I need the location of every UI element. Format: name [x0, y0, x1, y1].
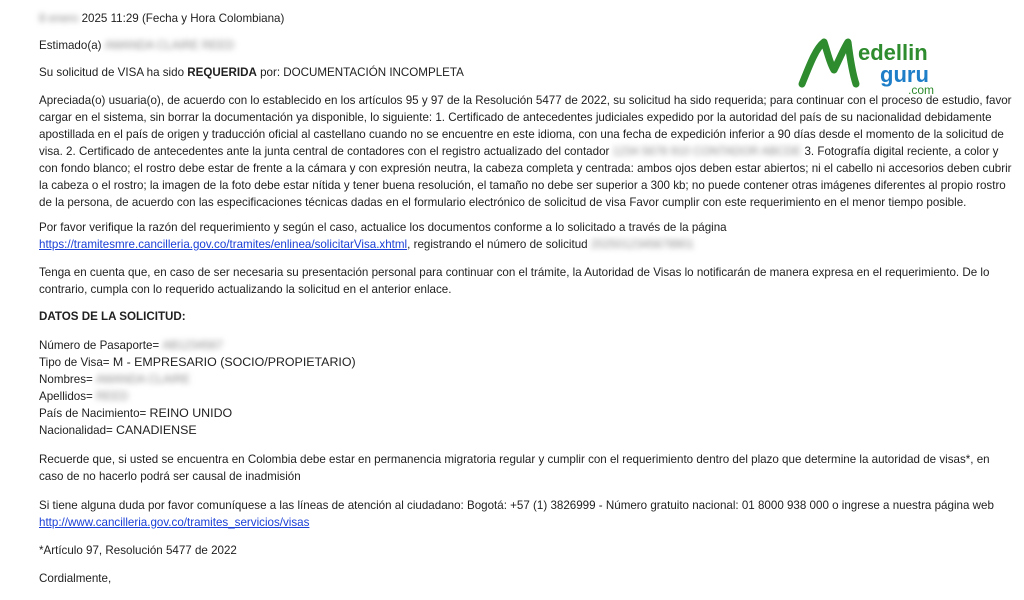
- birth-country-value: REINO UNIDO: [149, 406, 233, 420]
- detail-nationality: [39, 422, 1014, 439]
- paragraph-presence: [39, 264, 1014, 298]
- passport-label: Número de Pasaporte=: [39, 339, 160, 352]
- logo-suffix: .com: [908, 83, 935, 96]
- detail-visa-type: [39, 354, 1014, 371]
- detail-names: [39, 371, 1014, 388]
- names-label: Nombres=: [39, 373, 93, 386]
- article-note: [39, 542, 1014, 559]
- details-heading-text: DATOS DE LA SOLICITUD:: [39, 310, 186, 323]
- detail-surnames: [39, 388, 1014, 405]
- visa-type-label: Tipo de Visa=: [39, 356, 110, 369]
- visa-type-value: M - EMPRESARIO (SOCIO/PROPIETARIO): [112, 355, 356, 369]
- requirements-text-1: Apreciada(o) usuaria(o), de acuerdo con lo establecido en los artículos 95 y 97 de la Resolución 5477 de 2022, su solicitud ha sido requerida; para continuar con el proceso de estudio, favor cargar en el sistema, sin borrar la documentación ya disponible, lo siguiente: 1. Certificado de antecedentes judiciales expedido por la autoridad del país de su nacionalidad debidamente apostillada en el país de origen y traducción oficial al castellano cuando no se encuentre en este idioma, con una fecha de expedición inferior a 90 días desde el momento de la solicitud de visa. 2. Certificado de antecedentes ante la junta central de contadores con el registro actualizado del contador: [39, 94, 1012, 158]
- detail-birth-country: [39, 405, 1014, 422]
- redacted-passport: AB1234567: [162, 339, 224, 352]
- redacted-request-number: 2025012345678901: [590, 238, 694, 251]
- status-word: REQUERIDA: [187, 66, 257, 79]
- closing: [39, 570, 1014, 587]
- logo-name-part1: edellin: [858, 40, 928, 65]
- paragraph-reminder: [39, 451, 1014, 485]
- cancilleria-visas-link[interactable]: http://www.cancilleria.gov.co/tramites_servicios/visas: [39, 516, 310, 529]
- email-body: [39, 10, 1014, 587]
- detail-passport: [39, 337, 1014, 354]
- redacted-surnames: REED: [96, 390, 129, 403]
- article-note-text: *Artículo 97, Resolución 5477 de 2022: [39, 544, 237, 557]
- logo-m-glyph: [802, 42, 856, 84]
- redacted-accountant: 1234 5678 910 CONTADOR ABCDE: [612, 145, 802, 158]
- presence-text: Tenga en cuenta que, en caso de ser necesaria su presentación personal para continuar con el trámite, la Autoridad de Visas lo notificarán de manera expresa en el requerimiento. De lo contrario, cumpla con lo requerido actualizando la solicitud en el anterior enlace.: [39, 266, 990, 296]
- details-heading: [39, 308, 1014, 325]
- surnames-label: Apellidos=: [39, 390, 93, 403]
- nationality-label: Nacionalidad=: [39, 424, 113, 437]
- logo-name-part2: guru: [880, 62, 929, 87]
- reminder-text: Recuerde que, si usted se encuentra en Colombia debe estar en permanencia migratoria regular y cumplir con el requerimiento dentro del plazo que determine la autoridad de visas*, en caso de no hacerlo podrá ser causal de inadmisión: [39, 453, 990, 483]
- closing-text: Cordialmente,: [39, 572, 112, 585]
- verify-text-1: Por favor verifique la razón del requerimiento y según el caso, actualice los documentos conforme a lo solicitado a través de la página: [39, 221, 727, 234]
- nationality-value: CANADIENSE: [116, 423, 197, 437]
- verify-text-2: , registrando el número de solicitud: [407, 238, 588, 251]
- redacted-names: AMANDA CLAIRE: [96, 373, 191, 386]
- medellin-guru-logo: [796, 36, 956, 96]
- datetime-text: 2025 11:29 (Fecha y Hora Colombiana): [81, 12, 285, 25]
- paragraph-requirements: [39, 92, 1014, 211]
- birth-country-label: País de Nacimiento=: [39, 407, 147, 420]
- requirements-text-2: 3. Fotografía digital reciente, a color y con fondo blanco; el rostro debe estar de frente a la cámara y con expresión neutra, la cabeza completa y centrada: ambos ojos deben estar abiertos; ni el cabello ni accesorios deben cubrir la cabeza o el rostro; la imagen de la foto debe estar nítida y tener buena resolución, el tamaño no debe ser superior a 300 kb; no puede contener otras imágenes diferentes al propio rostro de la persona, de acuerdo con las especificaciones técnicas dadas en el formulario electrónico de solicitud de visa Favor cumplir con este requerimiento en el menor tiempo posible.: [39, 145, 1012, 209]
- status-prefix: Su solicitud de VISA ha sido: [39, 66, 185, 79]
- details-list: [39, 337, 1014, 439]
- date-line: [39, 10, 1014, 27]
- greeting-prefix: Estimado(a): [39, 39, 102, 52]
- contact-text: Si tiene alguna duda por favor comuníquese a las líneas de atención al ciudadano: Bogotá: +57 (1) 3826999 - Número gratuito nacional: 01 8000 938 000 o ingrese a nuestra página web: [39, 499, 994, 512]
- visa-portal-link[interactable]: https://tramitesmre.cancilleria.gov.co/tramites/enlinea/solicitarVisa.xhtml: [39, 238, 408, 251]
- status-suffix: por: DOCUMENTACIÓN INCOMPLETA: [260, 66, 464, 79]
- paragraph-verify: [39, 219, 1014, 253]
- redacted-date: 8 enero: [39, 12, 79, 25]
- redacted-recipient: AMANDA CLAIRE REED: [104, 39, 235, 52]
- paragraph-contact: [39, 497, 1014, 531]
